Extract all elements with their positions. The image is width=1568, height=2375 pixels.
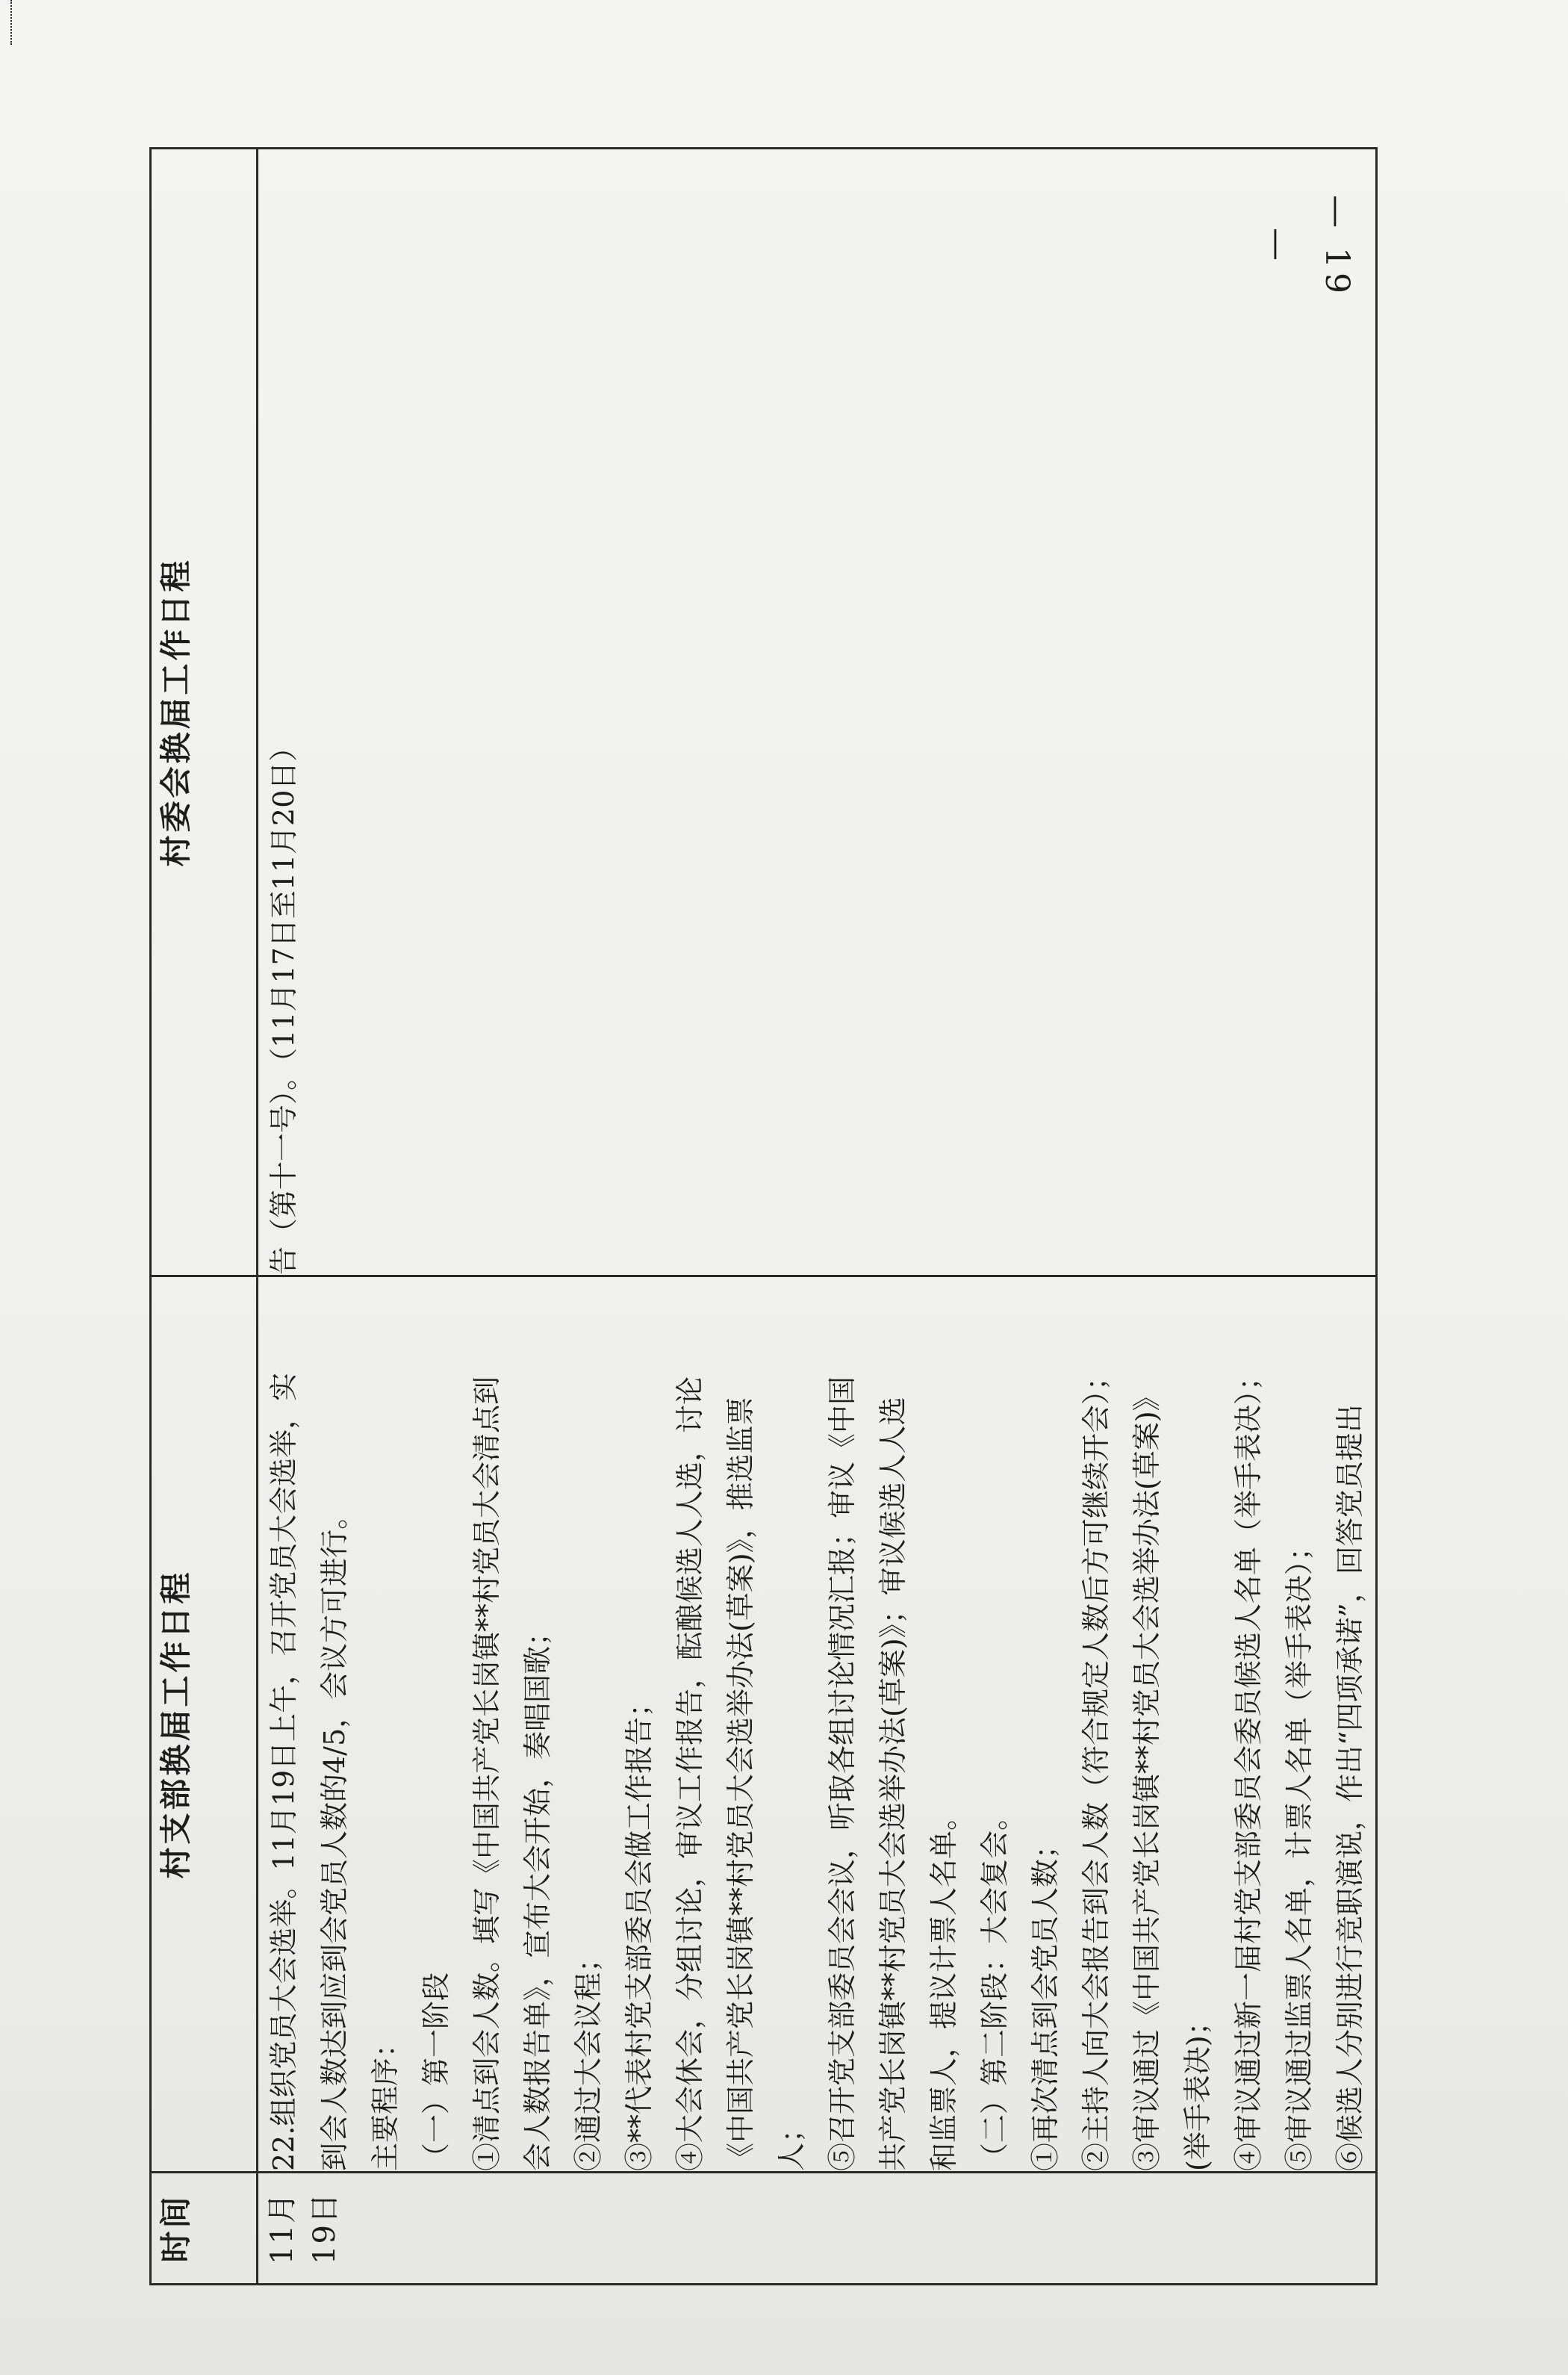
text-line: 告（第十一号）。（11月17日至11月20日） <box>267 733 300 1275</box>
header-branch-schedule: 村支部换届工作日程 <box>151 1276 258 2173</box>
text-line: ④审议通过新一届村党支部委员会委员候选人名单（举手表决）； <box>1232 1362 1265 2171</box>
text-line: ⑥候选人分别进行竞职演说，作出“四项承诺”，回答党员提出 <box>1334 1404 1366 2171</box>
text-line: （二）第二阶段：大会复会。 <box>978 1801 1011 2171</box>
text-line: ②通过大会议程； <box>572 1943 605 2171</box>
table-row <box>258 149 1377 2285</box>
time-cell: 11月19日 <box>258 2173 1377 2285</box>
text-line: 共产党长岗镇**村党员大会选举办法(草案)》；审议候选人人选 <box>877 1397 909 2171</box>
schedule-table <box>149 147 1378 2285</box>
text-line: ③**代表村党支部委员会做工作报告； <box>623 1688 656 2171</box>
text-line: ④大会休会，分组讨论，审议工作报告，酝酿候选人人选，讨论 <box>673 1376 706 2171</box>
text-line: ②主持人向大会报告到会人数（符合规定人数后方可继续开会）； <box>1080 1362 1113 2171</box>
page-number: — 19 — <box>1258 195 1356 298</box>
header-committee-schedule: 村委会换届工作日程 <box>151 149 258 1276</box>
text-line: 会人数报告单》，宣布大会开始，奏唱国歌； <box>521 1617 554 2171</box>
text-line: 和监票人，提议计票人名单。 <box>927 1801 960 2171</box>
binding-edge <box>0 0 12 45</box>
branch-schedule-cell <box>258 1276 1377 2173</box>
header-time: 时间 <box>151 2173 258 2285</box>
rotated-sheet <box>105 149 1366 2285</box>
text-line: ⑤审议通过监票人名单，计票人名单（举手表决）； <box>1283 1532 1316 2171</box>
text-line: 《中国共产党长岗镇**村党员大会选举办法(草案)》，推选监票 <box>724 1397 757 2171</box>
text-line: 人； <box>775 2114 808 2171</box>
committee-schedule-cell <box>258 149 1377 1276</box>
text-line: 22.组织党员大会选举。11月19日上午，召开党员大会选举，实 <box>267 1372 300 2171</box>
text-line: ⑤召开党支部委员会会议，听取各组讨论情况汇报；审议《中国 <box>826 1376 859 2171</box>
text-line: ①再次清点到会党员人数； <box>1029 1830 1062 2171</box>
text-line: （一）第一阶段 <box>420 1972 452 2171</box>
header-row <box>151 149 258 2285</box>
text-line: 主要程序： <box>369 2028 402 2171</box>
text-line: ③审议通过《中国共产党长岗镇**村党员大会选举办法(草案)》 <box>1130 1382 1163 2171</box>
text-line: (举手表决)； <box>1181 2007 1214 2171</box>
text-line: 到会人数达到应到会党员人数的4/5，会议方可进行。 <box>318 1500 351 2171</box>
text-line: ①清点到会人数。填写《中国共产党长岗镇**村党员大会清点到 <box>470 1376 503 2171</box>
